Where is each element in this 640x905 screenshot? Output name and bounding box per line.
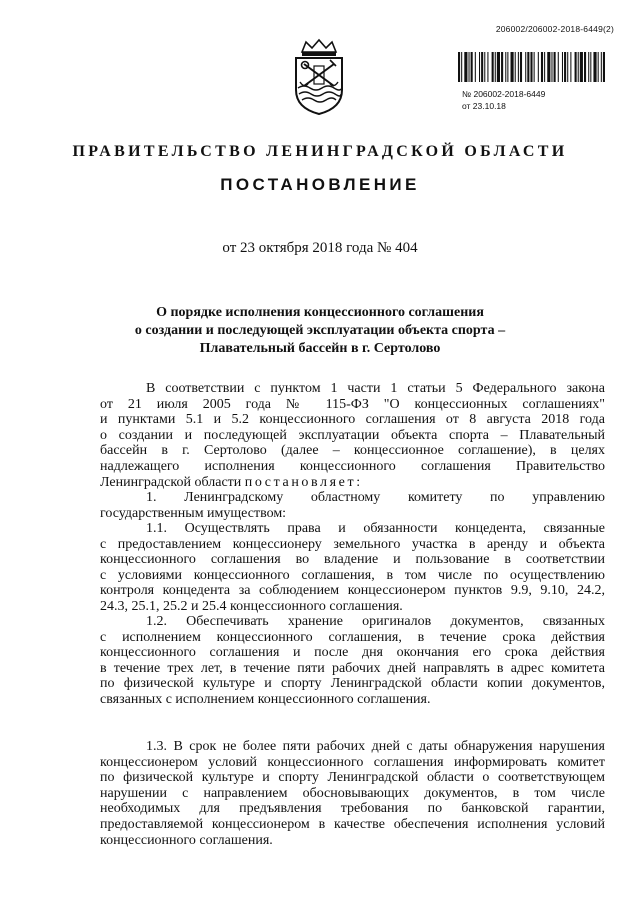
barcode-bar (458, 52, 460, 82)
text-line: 1.1. Осуществлять права и обязанности концедента, связанные (146, 521, 605, 536)
barcode-bar (501, 52, 503, 82)
paragraph-preamble (100, 381, 605, 490)
barcode-bar (590, 52, 591, 82)
text-line: концессионного соглашения и после дня окончания его срока действия (100, 645, 605, 661)
text-line: о создании и последующей эксплуатации объекта спорта – Плавательный (100, 427, 605, 443)
text-line: и пунктами 5.1 и 5.2 концессионного соглашения от 8 августа 2018 года (100, 412, 605, 428)
barcode-bar (520, 52, 522, 82)
subject-line: О порядке исполнения концессионного соглашения (156, 305, 484, 320)
paragraph-item-1-3 (100, 739, 605, 848)
barcode-bar (570, 52, 571, 82)
text-line: в течение трех лет, в течение пяти рабочих дней направлять в адрес комитета (100, 660, 605, 676)
text-line: с исполнением концессионного соглашения, в течение срока действия (100, 629, 605, 645)
text-line: В соответствии с пунктом 1 части 1 статьи 5 Федерального закона (146, 381, 605, 396)
barcode-bar (475, 52, 476, 82)
text-line: по физической культуре и спорту Ленинградской области копии документов, (100, 676, 605, 692)
government-title: ПРАВИТЕЛЬСТВО ЛЕНИНГРАДСКОЙ ОБЛАСТИ (72, 143, 568, 160)
barcode-bar (511, 52, 514, 82)
barcode-bar (538, 52, 539, 82)
registration-number: № 206002-2018-6449 (462, 89, 546, 99)
barcode-bar (530, 52, 532, 82)
text-line: надлежащего исполнения концессионного соглашения Правительство (100, 458, 605, 474)
text-line: необходимых для предъявления требования по банковской гарантии, (100, 801, 605, 817)
text-line: бассейн в г. Сертолово (далее – концессионное соглашение), в целях (100, 443, 605, 459)
barcode-bar (593, 52, 596, 82)
barcode-bar (515, 52, 516, 82)
text-line: контроля концедента за соблюдением концессионером пунктов 9.9, 9.10, 24.2, (100, 583, 605, 599)
text-line: 24.3, 25.1, 25.2 и 25.4 концессионного соглашения. (100, 598, 403, 614)
barcode-bar (551, 52, 552, 82)
barcode-bar (541, 52, 543, 82)
barcode-bar (471, 52, 473, 82)
text-line: от 21 июля 2005 года № 115-ФЗ "О концессионных соглашениях" (100, 396, 605, 412)
text-line: концессионного соглашения во владение и пользование в соответствии (100, 552, 605, 568)
text-fragment: Ленинградской области (100, 474, 242, 490)
leningrad-oblast-coat-of-arms-icon (290, 38, 348, 116)
barcode-bar (598, 52, 599, 82)
barcode-bar (518, 52, 519, 82)
document-type: ПОСТАНОВЛЕНИЕ (220, 175, 420, 194)
barcode-bar (601, 52, 602, 82)
barcode-bar (484, 52, 485, 82)
barcode-bar (487, 52, 488, 82)
barcode-bar (495, 52, 496, 82)
barcode-bar (505, 52, 506, 82)
barcode-bar (461, 52, 462, 82)
barcode-bar (464, 52, 467, 82)
barcode-bar (469, 52, 470, 82)
document-date-number: от 23 октября 2018 года № 404 (222, 240, 418, 256)
text-line: с предоставлением концессионеру земельного участка в аренду и объекта (100, 536, 605, 552)
text-line: по физической культуре и спорту Ленинградской области о соответствующем (100, 770, 605, 786)
resolves-word: постановляет: (244, 474, 363, 490)
document-code: 206002/206002-2018-6449(2) (495, 24, 614, 34)
text-line: 1. Ленинградскому областному комитету по управлению (146, 490, 605, 505)
barcode-bar (481, 52, 483, 82)
barcode-bar (479, 52, 480, 82)
barcode-bar (547, 52, 550, 82)
barcode-bar (507, 52, 508, 82)
barcode-bar (497, 52, 500, 82)
paragraph-item-1 (100, 490, 605, 521)
barcode-bar (558, 52, 559, 82)
text-line: с условиями концессионного соглашения, в том числе по осуществлению (100, 567, 605, 583)
barcode (458, 52, 608, 82)
barcode-bar (578, 52, 579, 82)
document-subject (0, 304, 640, 358)
text-line (100, 475, 605, 491)
barcode-bar (492, 52, 494, 82)
text-line: нарушении с направлением обосновывающих документов, в том числе (100, 785, 605, 801)
barcode-bar (584, 52, 586, 82)
text-line: 1.2. Обеспечивать хранение оригиналов документов, связанных (146, 614, 605, 629)
paragraph-item-1-2 (100, 614, 605, 708)
barcode-bar (527, 52, 529, 82)
barcode-bar (554, 52, 556, 82)
registration-date: от 23.10.18 (462, 101, 506, 111)
registration-info (462, 88, 545, 112)
barcode-bar (564, 52, 566, 82)
barcode-bar (567, 52, 568, 82)
barcode-bar (588, 52, 589, 82)
barcode-bar (575, 52, 577, 82)
barcode-bar (580, 52, 583, 82)
subject-line: Плавательный бассейн в г. Сертолово (199, 341, 441, 356)
paragraph-item-1-1 (100, 521, 605, 615)
barcode-bar (603, 52, 605, 82)
barcode-bar (544, 52, 545, 82)
text-line: предоставляемой концессионером в качестве обеспечения исполнения условий (100, 816, 605, 832)
barcode-bar (534, 52, 535, 82)
text-line: государственным имуществом: (100, 505, 287, 521)
barcode-bar (562, 52, 563, 82)
barcode-bar (525, 52, 526, 82)
text-line: концессионного соглашения. (100, 832, 273, 848)
text-line: 1.3. В срок не более пяти рабочих дней с даты обнаружения нарушения (146, 739, 605, 754)
subject-line: о создании и последующей эксплуатации объекта спорта – (134, 323, 506, 338)
text-line: концессионером условий концессионного соглашения информировать комитет (100, 754, 605, 770)
text-line: связанных с исполнением концессионного соглашения. (100, 691, 431, 707)
